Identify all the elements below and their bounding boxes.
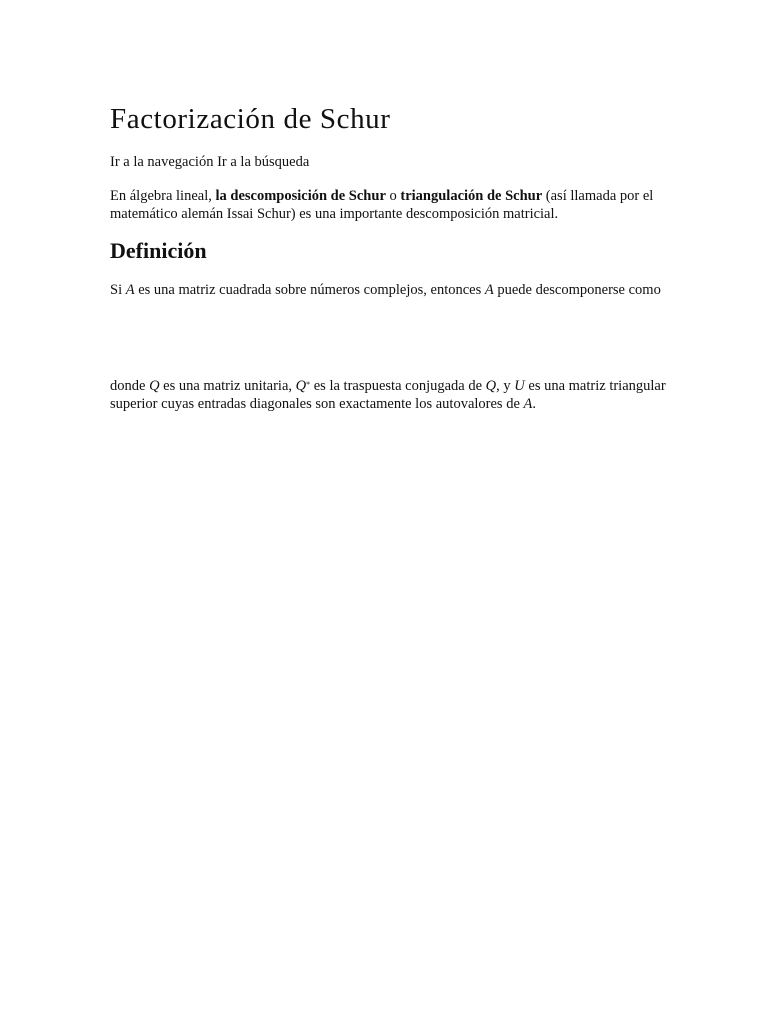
term-schur-decomposition: la descomposición de Schur	[215, 188, 386, 204]
where-text-6: .	[532, 396, 536, 412]
where-text-5: es una matriz triangular superior cuyas entradas diagonales son exactamente los autovalores de	[110, 378, 666, 412]
conjugate-transpose-star: *	[306, 380, 311, 389]
def-text-3: puede descomponerse como	[493, 282, 661, 298]
skip-links	[110, 153, 309, 171]
where-text-3: es la traspuesta conjugada de	[310, 378, 486, 394]
math-var-q: Q	[485, 378, 497, 394]
def-text-1: Si	[110, 282, 126, 298]
explanation-paragraph	[110, 377, 690, 413]
definition-paragraph	[110, 281, 690, 299]
intro-text-1: En álgebra lineal,	[110, 188, 216, 204]
def-text-2: es una matriz cuadrada sobre números complejos, entonces	[134, 282, 485, 298]
math-var-u: U	[514, 378, 525, 394]
math-var-a: A	[484, 282, 494, 298]
where-text-4: , y	[496, 378, 515, 394]
intro-text-3: (así llamada por el matemático alemán Issai Schur) es una importante descomposición matricial.	[110, 188, 654, 222]
math-var-q: Q	[295, 378, 307, 394]
intro-text-2: o	[385, 188, 401, 204]
where-text-1: donde	[110, 378, 150, 394]
navigation-link[interactable]: Ir a la navegación	[110, 154, 214, 170]
math-var-a: A	[523, 396, 533, 412]
term-schur-triangulation: triangulación de Schur	[400, 188, 543, 204]
search-link[interactable]: Ir a la búsqueda	[217, 154, 310, 170]
page-title: Factorización de Schur	[110, 103, 391, 135]
section-heading-definition: Definición	[110, 238, 207, 263]
where-text-2: es una matriz unitaria,	[159, 378, 296, 394]
intro-paragraph	[110, 187, 690, 223]
math-var-a: A	[125, 282, 135, 298]
math-var-q: Q	[149, 378, 160, 394]
